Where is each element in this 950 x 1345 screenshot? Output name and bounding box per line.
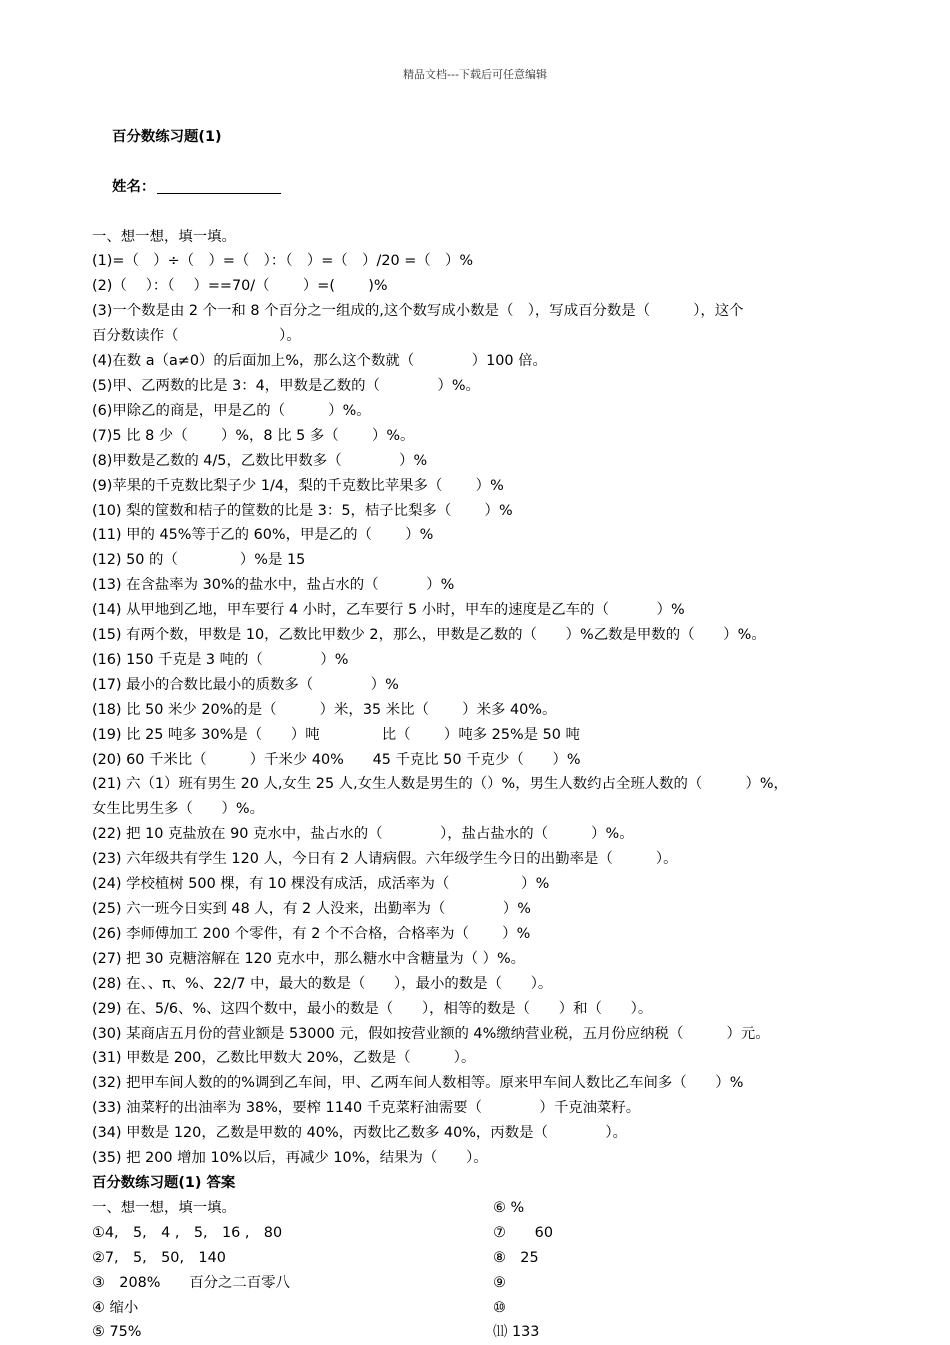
answer-line: 一、想一想，填一填。: [92, 1199, 236, 1216]
question-line: (14) 从甲地到乙地，甲车要行 4 小时，乙车要行 5 小时，甲车的速度是乙车的（ ）%: [92, 602, 685, 619]
question-line: (23) 六年级共有学生 120 人，今日有 2 人请病假。六年级学生今日的出勤率是（ ）。: [92, 851, 678, 868]
section-heading: 一、想一想，填一填。: [92, 228, 236, 245]
question-line: (4)在数 a（a≠0）的后面加上%，那么这个数就（ ）100 倍。: [92, 353, 547, 370]
page-header: 精品文档---下载后可任意编辑: [403, 68, 547, 81]
question-line: (2)（ ）：（ ）==70/（ ）=( )%: [92, 278, 388, 295]
question-line: (29) 在、5/6、%、这四个数中，最小的数是（ ），相等的数是（ ）和（ ）。: [92, 1000, 653, 1017]
answer-line: ③ 208% 百分之二百零八: [92, 1274, 290, 1291]
question-line: (18) 比 50 米少 20%的是（ ）米，35 米比（ ）米多 40%。: [92, 701, 557, 718]
answer-line: ⑧ 25: [493, 1249, 539, 1266]
question-list: [92, 249, 872, 1171]
answer-line: ④ 缩小: [92, 1299, 139, 1316]
question-line: (17) 最小的合数比最小的质数多（ ）%: [92, 676, 399, 693]
question-line: (5)甲、乙两数的比是 3：4，甲数是乙数的（ ）%。: [92, 377, 480, 394]
question-line: (1)=（ ）÷（ ）=（ ）：（ ）=（ ）/20 =（ ）%: [92, 253, 474, 270]
question-line: (9)苹果的千克数比梨子少 1/4，梨的千克数比苹果多（ ）%: [92, 477, 504, 494]
answer-line: ⑩: [493, 1299, 506, 1316]
question-line: (31) 甲数是 200，乙数比甲数大 20%，乙数是（ ）。: [92, 1050, 476, 1067]
answer-line: ⑥ %: [493, 1199, 525, 1216]
question-line: (35) 把 200 增加 10%以后，再减少 10%，结果为（ ）。: [92, 1150, 488, 1167]
title-line: [92, 100, 872, 225]
answer-line: ②7, 5, 50, 140: [92, 1249, 226, 1266]
answer-line: ①4, 5, 4 , 5, 16 , 80: [92, 1224, 283, 1241]
answers-block: [92, 1196, 872, 1345]
answers-right-column: [493, 1196, 872, 1345]
question-line: (15) 有两个数，甲数是 10，乙数比甲数少 2，那么，甲数是乙数的（ ）%乙数是甲数的（ ）%。: [92, 627, 766, 644]
answer-line: ⑨: [493, 1274, 506, 1291]
question-line: (21) 六（1）班有男生 20 人,女生 25 人,女生人数是男生的（）%，男生人数约占全班人数的（ ）%，: [92, 776, 788, 793]
name-label: 姓名：: [112, 178, 156, 195]
question-line: (6)甲除乙的商是，甲是乙的（ ）%。: [92, 402, 371, 419]
question-line: (8)甲数是乙数的 4/5，乙数比甲数多（ ）%: [92, 452, 428, 469]
question-line: (20) 60 千米比（ ）千米少 40% 45 千克比 50 千克少（ ）%: [92, 751, 581, 768]
question-line: (13) 在含盐率为 30%的盐水中，盐占水的（ ）%: [92, 577, 455, 594]
question-line: (7)5 比 8 少（ ）%，8 比 5 多（ ）%。: [92, 427, 415, 444]
question-line: (10) 梨的筐数和桔子的筐数的比是 3：5，桔子比梨多（ ）%: [92, 502, 513, 519]
question-line: (28) 在、、π、%、22/7 中，最大的数是（ ），最小的数是（ ）。: [92, 975, 553, 992]
document-body: [92, 100, 872, 1345]
question-line: (27) 把 30 克糖溶解在 120 克水中，那么糖水中含糖量为（ ）%。: [92, 950, 526, 967]
question-line: (33) 油菜籽的出油率为 38%，要榨 1140 千克菜籽油需要（ ）千克油菜籽。: [92, 1100, 641, 1117]
page-title: 百分数练习题(1): [112, 128, 222, 145]
answer-line: ⑦ 60: [493, 1224, 553, 1241]
question-line: (3)一个数是由 2 个一和 8 个百分之一组成的,这个数写成小数是（ ），写成百分数是（ ），这个: [92, 303, 744, 320]
question-line: (11) 甲的 45%等于乙的 60%，甲是乙的（ ）%: [92, 527, 434, 544]
question-line: (30) 某商店五月份的营业额是 53000 元，假如按营业额的 4%缴纳营业税，五月份应纳税（ ）元。: [92, 1025, 770, 1042]
question-line: 女生比男生多（ ）%。: [92, 801, 264, 818]
answers-title: 百分数练习题(1) 答案: [92, 1174, 236, 1191]
question-line: (12) 50 的（ ）%是 15: [92, 552, 306, 569]
question-line: (19) 比 25 吨多 30%是（ ）吨 比（ ）吨多 25%是 50 吨: [92, 726, 580, 743]
question-line: 百分数读作（ ）。: [92, 328, 301, 345]
answers-left-column: [92, 1196, 482, 1345]
answer-line: ⑤ 75%: [92, 1324, 142, 1341]
question-line: (16) 150 千克是 3 吨的（ ）%: [92, 651, 349, 668]
question-line: (25) 六一班今日实到 48 人，有 2 人没来，出勤率为（ ）%: [92, 901, 531, 917]
name-blank: [157, 177, 281, 194]
question-line: (34) 甲数是 120，乙数是甲数的 40%，丙数比乙数多 40%，丙数是（ ）。: [92, 1125, 628, 1142]
answer-line: ⑾ 133: [493, 1324, 540, 1341]
question-line: (24) 学校植树 500 棵，有 10 棵没有成活，成活率为（ ）%: [92, 876, 550, 893]
question-line: (22) 把 10 克盐放在 90 克水中，盐占水的（ ），盐占盐水的（ ）%。: [92, 826, 634, 843]
question-line: (26) 李师傅加工 200 个零件，有 2 个不合格，合格率为（ ）%: [92, 925, 531, 942]
question-line: (32) 把甲车间人数的的%调到乙车间，甲、乙两车间人数相等。原来甲车间人数比乙车间多（ ）%: [92, 1075, 744, 1092]
